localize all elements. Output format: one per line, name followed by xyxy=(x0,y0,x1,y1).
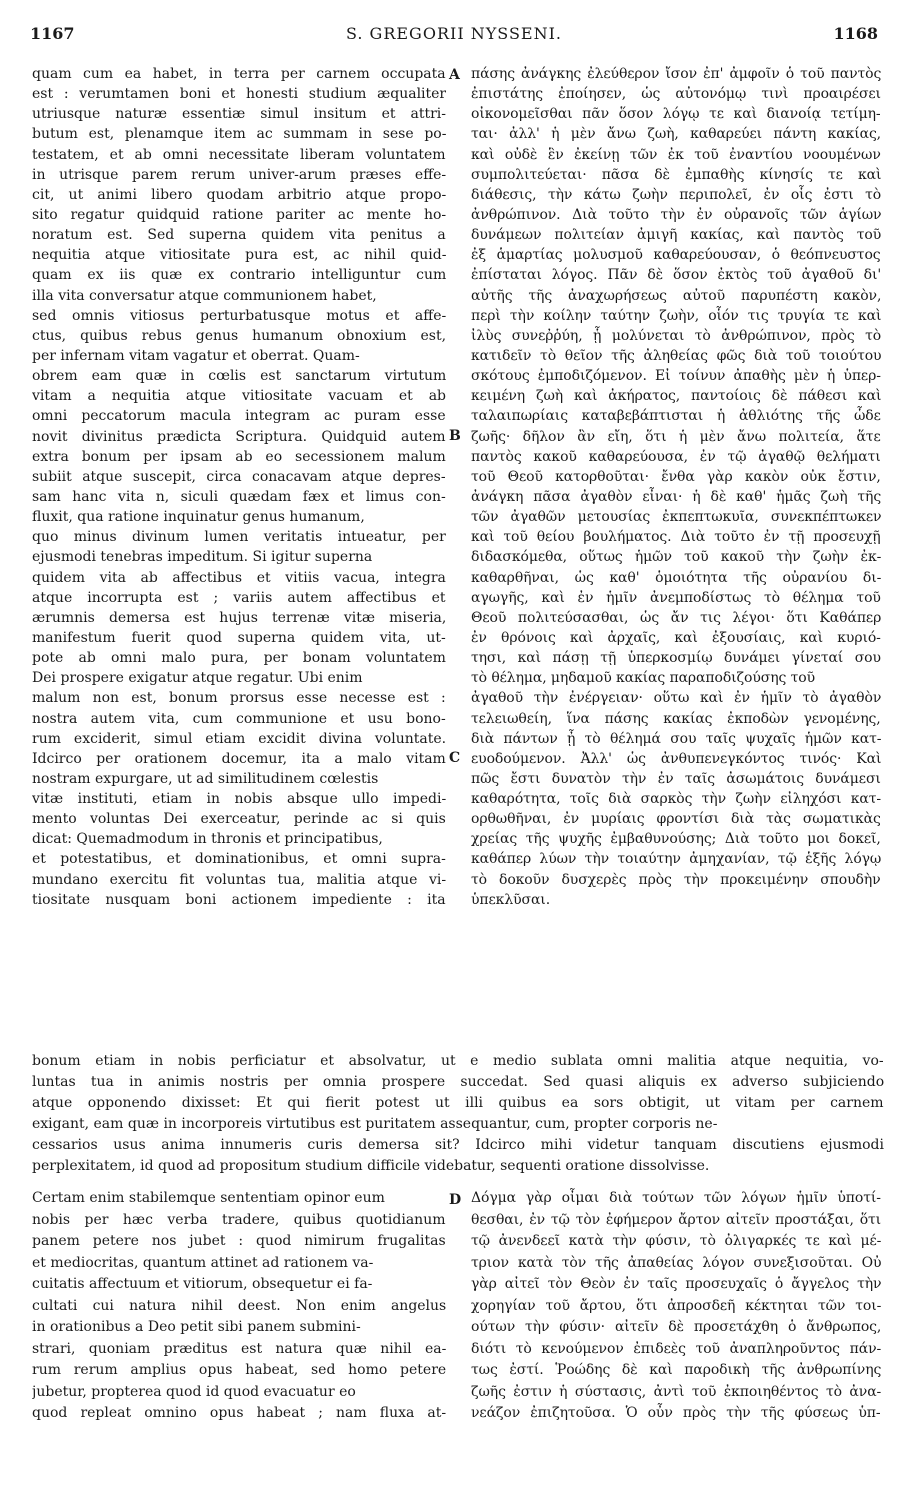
text-line: jubetur, propterea quod id quod evacuatur eo xyxy=(32,1383,356,1400)
text-line: τὸ δοκοῦν δυσχερὲς πρὸς τὴν προκειμένην σπουδὴν xyxy=(471,871,881,888)
text-line: σκότους ἐμποδιζόμενον. Εἰ τοίνυν ἀπαθὴς μὲν ἡ ὑπερ- xyxy=(471,368,881,385)
text-line: quam cum ea habet, in terra per carnem occupata xyxy=(32,66,446,82)
text-line: quo minus divinum lumen veritatis intueatur, per xyxy=(32,529,446,546)
text-line: ζωῆς· δῆλον ἂν εἴη, ὅτι ἡ μὲν ἄνω πολιτεία, ἅτε xyxy=(471,428,881,445)
text-line: ζωῆς ἐστιν ἡ σύστασις, ἀντὶ τοῦ ἐκποιηθέντος τὸ ἀνα- xyxy=(471,1383,881,1400)
text-line: dicat: Quemadmodum in thronis et principatibus, xyxy=(32,831,383,848)
text-line: ἀγαθοῦ τὴν ἐνέργειαν· οὕτω καὶ ἐν ἡμῖν τὸ ἀγαθὸν xyxy=(471,690,881,707)
text-line: τως ἐστί. Ῥοώδης δὲ καὶ παροδικὴ τῆς ἀνθρωπίνης xyxy=(471,1362,881,1378)
text-line: et potestatibus, et dominationibus, et omni supra- xyxy=(32,851,446,868)
section-marker-a: A xyxy=(449,67,460,83)
text-line: καθαρθῆναι, ὡς καθ' ὁμοιότητα τῆς οὐρανίου δι- xyxy=(471,569,881,586)
text-line: malum non est, bonum prorsus esse necesse est : xyxy=(32,690,446,707)
text-line: noratum est. Sed superna quidem vita penitus a xyxy=(32,227,446,244)
text-line: τριον κατὰ τὸν τῆς ἀπαθείας λόγον συνεξισοῦται. Οὐ xyxy=(471,1254,881,1271)
text-line: vitam a nequitia atque vitiositate vacuam et ab xyxy=(32,388,446,405)
text-line: et mediocritas, quantum attinet ad rationem va- xyxy=(32,1254,374,1271)
text-line: ευοδούμενον. Ἀλλ' ὡς ἀνθυπενεγκόντος τινός· Καὶ xyxy=(471,750,881,767)
text-line: ορθωθῆναι, ἐν μυρίαις φροντίσι διὰ τὰς σωματικὰς xyxy=(471,811,881,828)
text-line: sam hanc vita n, siculi quædam fæx et limus con- xyxy=(32,488,446,505)
text-line: atque opponendo dixisset: Et qui fierit potest ut illi quibus ea sors obtigit, ut vitam per carnem xyxy=(32,1095,884,1111)
text-line: strari, quoniam præditus est natura quæ nihil ea- xyxy=(32,1340,446,1357)
text-line: νεάζον ἐπιζητοῦσα. Ὁ οὖν πρὸς τὴν τῆς φύσεως ὑπ- xyxy=(471,1405,881,1421)
text-line: περὶ τὴν κοίλην ταύτην ζωὴν, οἷόν τις τρυγία τε καὶ xyxy=(471,307,881,324)
text-line: ejusmodi tenebras impeditum. Si igitur superna xyxy=(32,549,373,566)
text-line: sed omnis vitiosus perturbatusque motus et affe- xyxy=(32,307,446,324)
text-line: perplexitatem, id quod ad propositum studium difficile videbatur, sequenti oratione dissolvisse. xyxy=(32,1158,710,1174)
latin-column-bottom xyxy=(32,1188,446,1428)
text-line: nostra autem vita, cum communione et usu bono- xyxy=(32,710,446,727)
text-line: τῷ ἀνενδεεῖ κατὰ τὴν φύσιν, τὸ ὀλιγαρκές τε καὶ μέ- xyxy=(471,1233,881,1249)
text-line: χορηγίαν τοῦ ἄρτου, ὅτι ἀπροσδεῆ κέκτηται τῶν τοι- xyxy=(471,1297,881,1314)
text-line: bonum etiam in nobis perficiatur et absolvatur, ut e medio sublata omni malitia atque nequitia, vo- xyxy=(32,1053,884,1069)
text-line: θεσθαι, ἐν τῷ τὸν ἐφήμερον ἄρτον αἰτεῖν προστάξαι, ὅτι xyxy=(471,1211,881,1228)
text-line: δυνάμεων πολιτείαν ἀμιγῆ κακίας, καὶ παντὸς τοῦ xyxy=(471,227,881,244)
text-line: Idcirco per orationem docemur, ita a malo vitam xyxy=(32,750,446,767)
text-line: καὶ οὐδὲ ἓν ἐκείνῃ τῶν ἐκ τοῦ ἐναντίου νοουμένων xyxy=(471,146,881,163)
text-line: per infernam vitam vagatur et oberrat. Quam- xyxy=(32,347,360,364)
text-line: πάσης ἀνάγκης ἐλεύθερον ἴσον ἐπ' ἀμφοῖν ὁ τοῦ παντὸς xyxy=(471,66,881,82)
text-line: παντὸς κακοῦ καθαρεύουσα, ἐν τῷ ἀγαθῷ θελήματι xyxy=(471,448,881,465)
text-line: novit divinitus prædicta Scriptura. Quidquid autem xyxy=(32,428,446,445)
text-line: ὑπεκλῦσαι. xyxy=(471,891,551,908)
page-number-left: 1167 xyxy=(30,24,75,43)
text-line: ctus, quibus rebus genus humanum obnoxium est, xyxy=(32,327,446,344)
text-line: οἰκονομεῖσθαι πᾶν ὅσον λόγῳ τε καὶ διανοίᾳ τετίμη- xyxy=(471,106,881,123)
text-line: ἐξ ἁμαρτίας μολυσμοῦ καθαρεύουσαν, ὁ θεόπνευστος xyxy=(471,247,881,264)
text-line: αὐτῆς τῆς ἀναχωρήσεως αὐτοῦ παρυπέστη κακὸν, xyxy=(471,287,881,304)
text-line: exigant, eam quæ in incorporeis virtutibus est puritatem assequantur, cum, propter corporis ne- xyxy=(32,1116,718,1132)
text-line: διδασκόμεθα, οὕτως ἡμῶν τοῦ κακοῦ τὴν ζωὴν ἐκ- xyxy=(471,549,881,566)
text-line: mento voluntas Dei exerceatur, perinde ac si quis xyxy=(32,811,446,828)
text-line: συμπολιτεύεται· πᾶσα δὲ ἐμπαθὴς κίνησίς τε καὶ xyxy=(471,166,881,183)
text-line: καθαρότητα, τοῖς διὰ σαρκὸς τὴν ζωὴν εἰληχόσι κατ- xyxy=(471,791,881,808)
greek-column-top xyxy=(471,64,881,912)
text-line: luntas tua in animis nostris per omnia prospere succedat. Sed quasi aliquis ex adverso subjiciendo xyxy=(32,1074,884,1090)
text-line: τελειωθείη, ἵνα πάσης κακίας ἐκποδὼν γενομένης, xyxy=(471,710,881,727)
text-line: Θεοῦ πολιτεύσασθαι, ὡς ἄν τις λέγοι· ὅτι Καθάπερ xyxy=(471,609,881,626)
text-line: διότι τὸ κενούμενον ἐπιδεὲς τοῦ ἀναπληροῦντος πάν- xyxy=(471,1340,881,1357)
text-line: sito regatur quidquid ratione pariter ac mente ho- xyxy=(32,206,446,223)
text-line: γὰρ αἰτεῖ τὸν Θεὸν ἐν ταῖς προσευχαῖς ὁ ἄγγελος τὴν xyxy=(471,1276,881,1292)
greek-column-bottom xyxy=(471,1188,881,1428)
text-line: extra bonum per ipsam ab eo secessionem malum xyxy=(32,448,446,465)
latin-full-width-paragraph xyxy=(32,1051,884,1177)
text-line: est : verumtamen boni et honesti studium æqualiter xyxy=(32,86,446,103)
text-line: τοῦ Θεοῦ κατορθοῦται· ἔνθα γὰρ κακὸν οὐκ ἔστιν, xyxy=(471,468,881,485)
text-line: illa vita conversatur atque communionem habet, xyxy=(32,287,377,304)
running-title: S. GREGORII NYSSENI. xyxy=(345,24,563,43)
text-line: testatem, et ab omni necessitate liberam voluntatem xyxy=(32,146,446,163)
text-line: in orationibus a Deo petit sibi panem submini- xyxy=(32,1319,361,1335)
text-line: ἐπίσταται λόγος. Πᾶν δὲ ὅσον ἐκτὸς τοῦ ἀγαθοῦ δι' xyxy=(471,267,881,284)
text-line: Dei prospere exigatur atque regatur. Ubi enim xyxy=(32,670,363,687)
text-line: τῶν ἀγαθῶν μετουσίας ἐκπεπτωκυῖα, συνεκπέπτωκεν xyxy=(471,509,881,526)
text-line: ἐν θρόνοις καὶ ἀρχαῖς, καὶ ἐξουσίαις, καὶ κυριό- xyxy=(471,629,881,646)
text-line: ἐπιστάτης ἐποίησεν, ὡς αὐτονόμῳ τινὶ προαιρέσει xyxy=(471,86,881,103)
text-line: tiositate nusquam boni actionem impediente : ita xyxy=(32,891,446,908)
text-line: cuitatis affectuum et vitiorum, obsequetur ei fa- xyxy=(32,1276,373,1292)
text-line: vitæ instituti, etiam in nobis absque ullo impedi- xyxy=(32,791,446,808)
text-line: nequitia atque vitiositate pura est, ac nihil quid- xyxy=(32,247,446,264)
text-line: quidem vita ab affectibus et vitiis vacua, integra xyxy=(32,569,446,586)
text-line: ἀνάγκη πᾶσα ἀγαθὸν εἶναι· ἡ δὲ καθ' ἡμᾶς ζωὴ τῆς xyxy=(471,488,881,505)
text-line: κειμένη ζωὴ καὶ ἀκήρατος, παντοίοις δὲ πάθεσι καὶ xyxy=(471,388,881,405)
text-line: utriusque naturæ essentiæ simul insitum et attri- xyxy=(32,106,446,123)
text-line: Certam enim stabilemque sententiam opinor eum xyxy=(32,1190,385,1206)
section-marker-c: C xyxy=(449,750,461,766)
text-line: διὰ πάντων ᾖ τὸ θέλημά σου ταῖς ψυχαῖς ἡμῶν κατ- xyxy=(471,730,881,747)
page-number-right: 1168 xyxy=(833,24,878,43)
text-line: τησι, καὶ πάσῃ τῇ ὑπερκοσμίῳ δυνάμει γίνεταί σου xyxy=(471,650,881,667)
text-line: ούτων τὴν φύσιν· αἰτεῖν δὲ προσετάχθη ὁ ἄνθρωπος, xyxy=(471,1319,881,1335)
text-line: ærumnis demersa est hujus terrenæ vitæ miseria, xyxy=(32,609,446,626)
text-line: cessarios usus anima innumeris curis demersa sit? Idcirco mihi videtur tanquam discutiens ejusmodi xyxy=(32,1137,884,1153)
text-line: in utrisque parem rerum univer-arum præses effe- xyxy=(32,166,446,183)
text-line: κατιδεῖν τὸ θεῖον τῆς ἀληθείας φῶς διὰ τοῦ τοιούτου xyxy=(471,347,881,364)
text-line: nostram expurgare, ut ad similitudinem cœlestis xyxy=(32,770,379,787)
text-line: ἀνθρώπινον. Διὰ τοῦτο τὴν ἐν οὐρανοῖς τῶν ἁγίων xyxy=(471,206,881,223)
page-header xyxy=(0,0,908,44)
text-line: mundano exercitu fit voluntas tua, malitia atque vi- xyxy=(32,871,446,888)
text-line: butum est, plenamque item ac summam in sese po- xyxy=(32,126,446,143)
text-line: panem petere nos jubet : quod nimirum frugalitas xyxy=(32,1233,446,1249)
text-line: rum exciderit, simul etiam excidit divina voluntate. xyxy=(32,730,446,747)
latin-column-top xyxy=(32,64,446,912)
text-line: ταλαιπωρίαις καταβεβάπτισται ἡ ἀθλιότης τῆς ὧδε xyxy=(471,408,881,425)
section-marker-d: D xyxy=(449,1192,462,1208)
text-line: atque incorrupta est ; variis autem affectibus et xyxy=(32,589,446,606)
text-line: quod repleat omnino opus habeat ; nam fluxa at- xyxy=(32,1405,446,1421)
text-line: διάθεσις, τὴν κάτω ζωὴν περιπολεῖ, ἐν οἷς ἐστι τὸ xyxy=(471,186,881,203)
text-line: manifestum fuerit quod superna quidem vita, ut- xyxy=(32,629,446,646)
text-line: subiit atque suscepit, circa conacavam atque depres- xyxy=(32,468,446,485)
text-line: καθάπερ λύων τὴν τοιαύτην ἀμηχανίαν, τῷ ἑξῆς λόγῳ xyxy=(471,851,881,868)
text-line: nobis per hæc verba tradere, quibus quotidianum xyxy=(32,1211,446,1228)
text-line: cit, ut animi libero quodam arbitrio atque propo- xyxy=(32,186,446,203)
text-line: pote ab omni malo pura, per bonam voluntatem xyxy=(32,650,446,667)
text-line: cultati cui natura nihil deest. Non enim angelus xyxy=(32,1297,446,1314)
section-marker-b: B xyxy=(449,428,461,444)
text-line: τὸ θέλημα, μηδαμοῦ κακίας παραποδιζούσης τοῦ xyxy=(471,670,816,687)
text-line: καὶ τοῦ θείου βουλήματος. Διὰ τοῦτο ἐν τῇ προσευχῇ xyxy=(471,529,881,546)
text-line: αγωγῆς, καὶ ἐν ἡμῖν ἀνεμποδίστως τὸ θέλημα τοῦ xyxy=(471,589,881,606)
text-line: χρείας τῆς ψυχῆς ἐμβαθυνούσης; Διὰ τοῦτο μοι δοκεῖ, xyxy=(471,831,881,848)
text-line: omni peccatorum macula integram ac puram esse xyxy=(32,408,446,425)
text-line: obrem eam quæ in cœlis est sanctarum virtutum xyxy=(32,368,446,385)
text-line: ἰλὺς συνεῤῥύη, ᾗ μολύνεται τὸ ἀνθρώπινον, πρὸς τὸ xyxy=(471,327,881,344)
text-line: rum rerum amplius opus habeat, sed homo petere xyxy=(32,1362,446,1378)
text-line: πῶς ἔστι δυνατὸν τὴν ἐν ταῖς ἀσωμάτοις δυνάμεσι xyxy=(471,770,881,787)
text-line: Δόγμα γὰρ οἶμαι διὰ τούτων τῶν λόγων ἡμῖν ὑποτί- xyxy=(471,1190,881,1206)
text-line: quam ex iis quæ ex contrario intelliguntur cum xyxy=(32,267,446,284)
text-line: fluxit, qua ratione inquinatur genus humanum, xyxy=(32,509,365,526)
text-line: ται· ἀλλ' ἡ μὲν ἄνω ζωὴ, καθαρεύει πάντη κακίας, xyxy=(471,126,881,143)
